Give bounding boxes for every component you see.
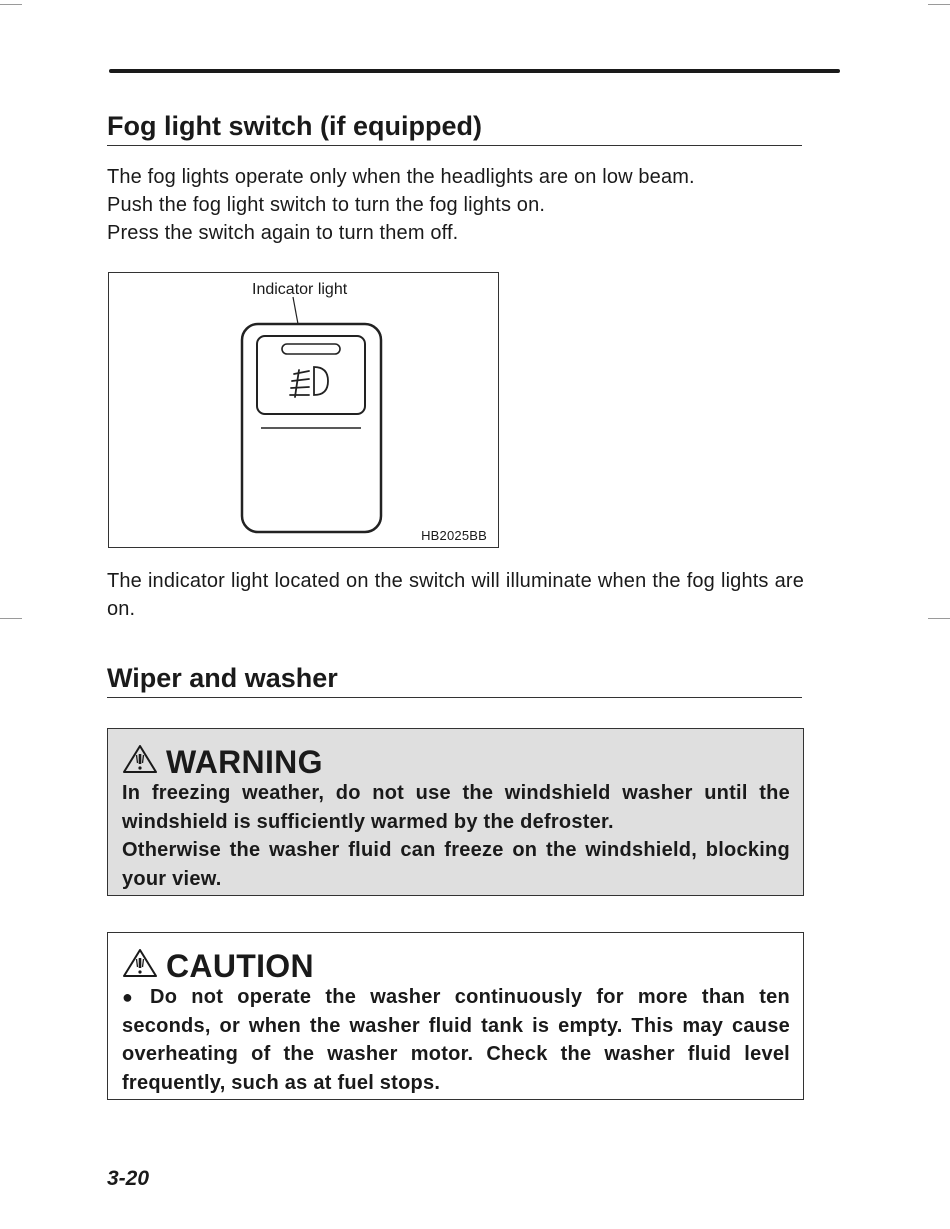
caution-item	[122, 983, 790, 1097]
warning-header	[122, 741, 790, 779]
warning-line: In freezing weather, do not use the windshield washer until the windshield is sufficiently warmed by the defroster.	[122, 782, 790, 833]
wiper-section-title: Wiper and washer	[107, 662, 802, 698]
warning-triangle-icon	[122, 948, 158, 978]
fog-instruction-line: Press the switch again to turn them off.	[107, 222, 459, 244]
fog-instruction-line: Push the fog light switch to turn the fog lights on.	[107, 194, 546, 216]
fog-section-title: Fog light switch (if equipped)	[107, 110, 802, 146]
warning-triangle-icon	[122, 744, 158, 774]
fog-switch-figure	[108, 272, 499, 548]
fog-switch-illustration	[109, 273, 500, 549]
crop-mark-top-right-h	[928, 4, 950, 5]
caution-text	[122, 983, 790, 1097]
page-number: 3-20	[107, 1167, 150, 1190]
indicator-paragraph: The indicator light located on the switch will illuminate when the fog lights are on.	[107, 570, 804, 620]
indicator-light-label: Indicator light	[252, 281, 348, 298]
caution-item-text: Do not operate the washer continuously for more than ten seconds, or when the washer fluid tank is empty. This may cause overheating of the washer motor. Check the washer fluid level frequently, such as at fuel stops.	[122, 986, 790, 1094]
crop-mark-middle-right	[928, 618, 950, 619]
crop-mark-middle-left	[0, 618, 22, 619]
caution-box	[107, 932, 804, 1100]
header-rule	[109, 69, 840, 73]
bullet: ●	[122, 987, 134, 1007]
warning-line: Otherwise the washer fluid can freeze on the windshield, blocking your view.	[122, 839, 790, 890]
warning-title: WARNING	[166, 744, 323, 780]
figure-code: HB2025BB	[421, 528, 487, 543]
crop-mark-top-left-h	[0, 4, 22, 5]
caution-header	[122, 945, 790, 983]
caution-title: CAUTION	[166, 948, 314, 984]
warning-box	[107, 728, 804, 896]
fog-instruction-line: The fog lights operate only when the headlights are on low beam.	[107, 166, 695, 188]
warning-text	[122, 779, 790, 893]
fog-instructions	[107, 163, 804, 247]
